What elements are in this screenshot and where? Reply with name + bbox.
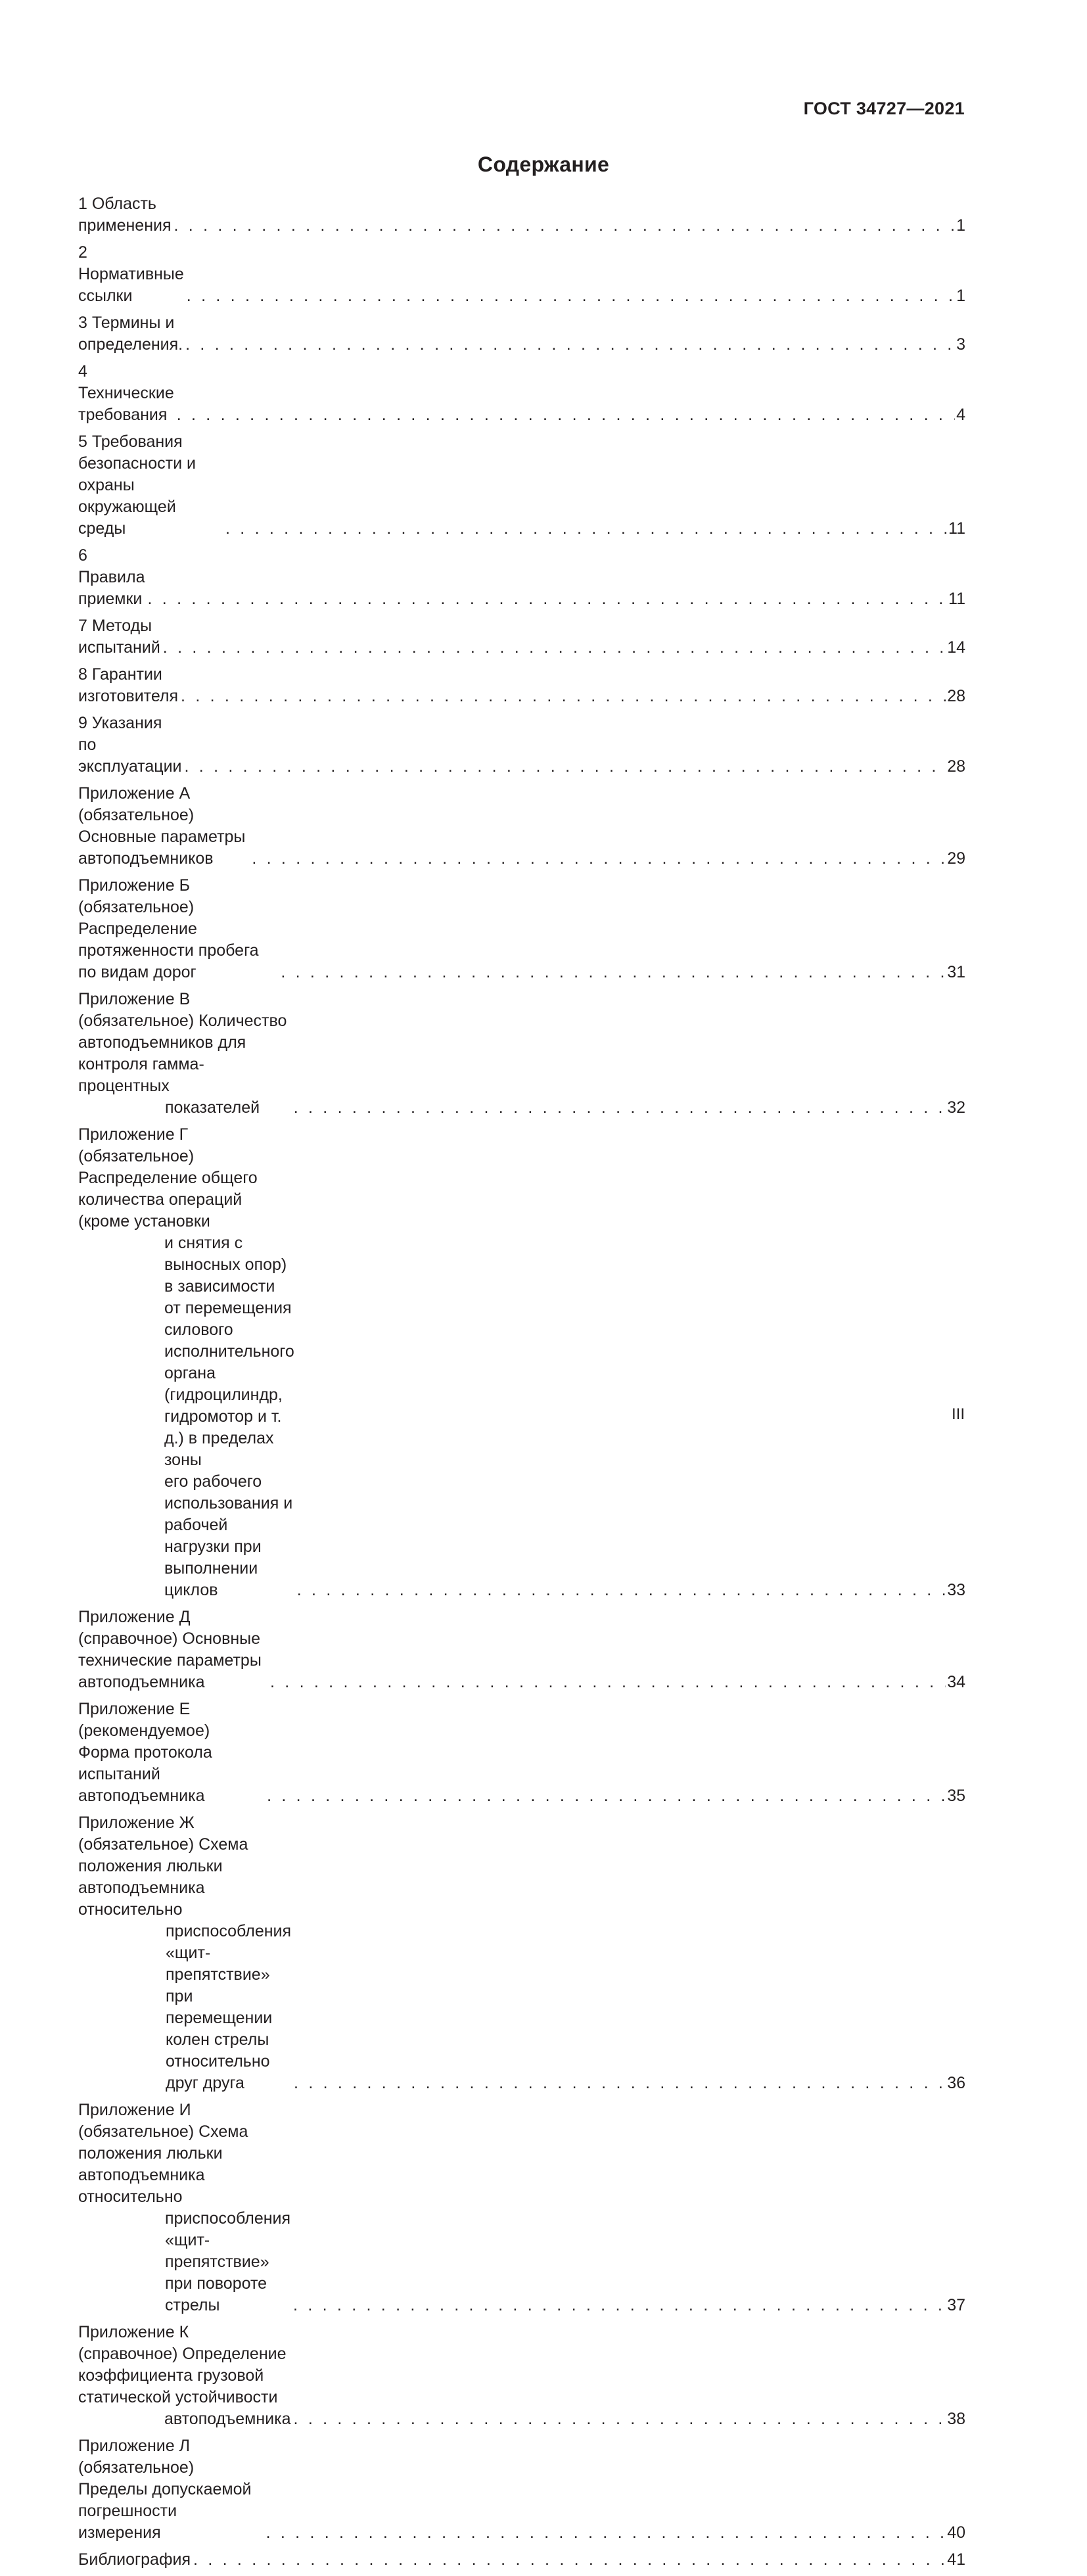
toc-entry[interactable] [78,361,965,426]
toc-entry-line: Приложение Б (обязательное) Распределение протяженности пробега по видам дорог [78,876,259,981]
toc-leader-dots [249,848,946,870]
toc-entry[interactable] [78,713,965,778]
toc-entry-page: 38 [947,2410,965,2428]
toc-entry-title [78,2322,291,2430]
toc-entry-line: 3 Термины и определения. [78,314,183,354]
toc-entry-title [78,545,145,610]
toc-entry-title [78,713,182,778]
toc-entry[interactable] [78,312,965,356]
toc-entry[interactable] [78,1124,965,1601]
toc-entry-line: Приложение Г (обязательное) Распределение общего количества операций (кроме установки [78,1125,258,1230]
toc-entry-page: 36 [947,2074,965,2092]
toc-entry[interactable] [78,2549,965,2571]
toc-leader-dots [191,2549,946,2571]
toc-entry-line: 2 Нормативные ссылки [78,243,184,305]
toc-entry-page: 33 [947,1581,965,1599]
toc-entry-page: 37 [947,2296,965,2314]
toc-entry-line: 6 Правила приемки [78,546,145,608]
toc-entry-page: 3 [956,335,965,354]
toc-entry-page: 32 [947,1098,965,1117]
toc-entry-page: 1 [956,287,965,305]
toc-entry-line: приспособления «щит-препятствие» при повороте стрелы [165,2209,291,2314]
toc-entry[interactable] [78,1606,965,1693]
toc-entry-line: его рабочего использования и рабочей нагрузки при выполнении циклов [164,1472,293,1599]
toc-leader-dots [267,1672,946,1693]
page-number: III [951,1405,965,1423]
toc-leader-dots [145,588,948,610]
toc-entry-line: 9 Указания по эксплуатации [78,714,182,776]
toc-leader-dots [184,285,955,307]
table-of-contents [78,193,965,2576]
toc-leader-dots [264,2522,946,2544]
toc-entry-line: 5 Требования безопасности и охраны окружающей среды [78,433,196,538]
toc-entry-line: 4 Технические требования [78,362,174,424]
toc-entry-line: приспособления «щит-препятствие» при перемещении колен стрелы [166,1922,292,2049]
toc-entry[interactable] [78,1698,965,1807]
toc-entry-title [78,989,291,1119]
toc-entry[interactable] [78,431,965,540]
toc-entry-title [78,1124,294,1601]
toc-entry-page: 35 [947,1787,965,1805]
toc-entry-page: 14 [947,638,965,657]
toc-entry-line: Приложение Д (справочное) Основные технические параметры автоподъемника [78,1608,262,1691]
toc-entry[interactable] [78,783,965,870]
toc-leader-dots [264,1785,946,1807]
toc-entry[interactable] [78,242,965,307]
toc-entry-line: Приложение Л (обязательное) Пределы допускаемой погрешности измерения [78,2437,252,2542]
toc-leader-dots [223,518,947,540]
toc-entry-line: Приложение Е (рекомендуемое) Форма протокола испытаний автоподъемника [78,1700,212,1805]
toc-entry-title [78,2549,191,2571]
toc-leader-dots [174,404,955,426]
toc-leader-dots [278,962,946,983]
toc-entry-page: 1 [956,216,965,235]
toc-entry-title [78,431,223,540]
toc-entry-page: 40 [947,2523,965,2542]
toc-entry-line: и снятия с выносных опор) в зависимости от перемещения силового [164,1234,292,1339]
toc-entry[interactable] [78,545,965,610]
toc-entry-line: исполнительного органа (гидроцилиндр, гидромотор и т. д.) в пределах зоны [164,1342,294,1469]
toc-leader-dots [291,2073,946,2094]
toc-entry-line: Библиография [78,2550,191,2569]
toc-leader-dots [291,2408,946,2430]
standard-code: ГОСТ 34727—2021 [803,99,965,118]
toc-entry-title [78,361,174,426]
toc-title: Содержание [477,152,610,176]
toc-entry-line: 7 Методы испытаний [78,617,160,657]
toc-entry[interactable] [78,875,965,983]
toc-entry-page: 31 [947,963,965,981]
toc-entry-line: Приложение Ж (обязательное) Схема положения люльки автоподъемника относительно [78,1814,248,1919]
toc-entry-line: показателей [165,1098,260,1117]
toc-leader-dots [290,2295,946,2316]
toc-entry[interactable] [78,193,965,237]
toc-entry[interactable] [78,2435,965,2544]
toc-entry-page: 34 [947,1673,965,1691]
toc-leader-dots [291,1097,946,1119]
toc-entry-page: 41 [947,2550,965,2569]
toc-entry-title [78,193,172,237]
toc-entry-line: 8 Гарантии изготовителя [78,665,179,705]
toc-entry-line: 1 Область применения [78,195,172,235]
toc-entry[interactable] [78,664,965,707]
toc-entry-line: Приложение В (обязательное) Количество автоподъемников для контроля гамма-процентных [78,990,287,1095]
toc-entry-line: автоподъемника [164,2410,291,2428]
toc-leader-dots [178,686,946,707]
toc-entry-title [78,2435,264,2544]
toc-entry-title [78,2099,290,2316]
toc-entry[interactable] [78,615,965,659]
toc-entry-page: 28 [947,687,965,705]
toc-entry-page: 4 [956,406,965,424]
toc-entry[interactable] [78,2322,965,2430]
toc-entry[interactable] [78,2099,965,2316]
toc-entry-page: 11 [948,590,965,608]
toc-entry[interactable] [78,989,965,1119]
toc-entry-title [78,1606,267,1693]
toc-leader-dots [182,756,946,778]
toc-entry-page: 11 [948,519,965,538]
toc-entry-title [78,312,183,356]
toc-entry-line: Приложение А (обязательное) Основные параметры автоподъемников [78,784,246,868]
toc-entry-title [78,664,178,707]
toc-entry-line: относительно друг друга [166,2052,270,2092]
toc-entry-title [78,1698,264,1807]
toc-leader-dots [172,215,956,237]
toc-entry-page: 29 [947,849,965,868]
toc-leader-dots [294,1580,946,1601]
toc-entry-title [78,615,160,659]
toc-entry-title [78,242,184,307]
toc-leader-dots [183,334,955,356]
toc-entry-title [78,783,249,870]
toc-entry-title [78,875,278,983]
toc-entry[interactable] [78,1812,965,2094]
toc-leader-dots [160,637,946,659]
toc-entry-page: 28 [947,757,965,776]
toc-entry-line: Приложение И (обязательное) Схема положения люльки автоподъемника относительно [78,2101,248,2206]
toc-entry-line: Приложение К (справочное) Определение коэффициента грузовой статической устойчивости [78,2323,287,2406]
toc-entry-title [78,1812,291,2094]
